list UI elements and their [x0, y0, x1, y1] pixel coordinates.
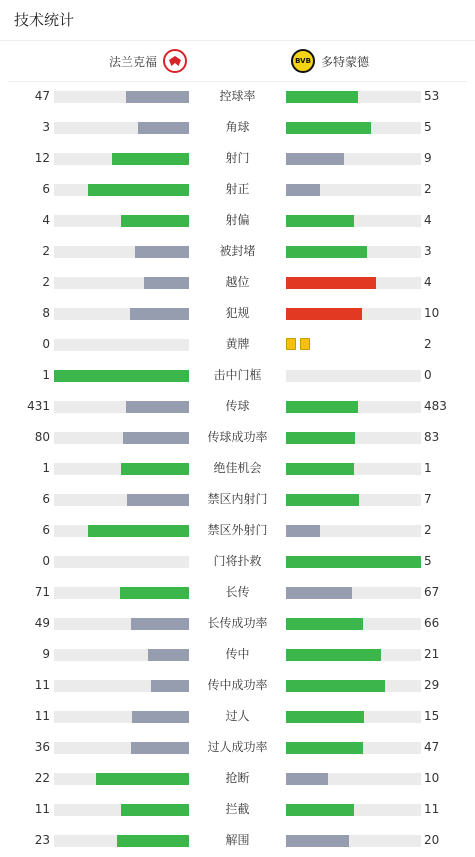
- stat-row: [0, 391, 475, 422]
- away-stat-value: 5: [424, 554, 432, 568]
- stat-row: [0, 825, 475, 856]
- away-stat-value: 10: [424, 771, 440, 785]
- home-stat-bar-fill: [121, 215, 189, 227]
- stat-row: [0, 577, 475, 608]
- teams-bar: [8, 41, 467, 82]
- stat-label: 射正: [225, 182, 250, 196]
- away-stat-bar-fill: [286, 463, 354, 475]
- away-stat-bar-fill: [286, 153, 344, 165]
- home-stat-bar-fill: [138, 122, 189, 134]
- away-stat-value: 2: [424, 523, 432, 537]
- home-stat-bar: [54, 525, 189, 537]
- home-stat-bar-fill: [130, 308, 189, 320]
- home-stat-bar: [54, 742, 189, 754]
- home-stat-value: 0: [42, 554, 50, 568]
- away-stat-bar-fill: [286, 91, 358, 103]
- home-stat-value: 80: [34, 430, 50, 444]
- home-stat-bar-fill: [112, 153, 189, 165]
- away-stat-bar-fill: [286, 680, 385, 692]
- home-stat-bar: [54, 215, 189, 227]
- home-stat-bar: [54, 308, 189, 320]
- home-stat-bar-fill: [132, 711, 189, 723]
- away-stat-bar: [286, 370, 421, 382]
- stat-row: [0, 236, 475, 267]
- home-stat-value: 11: [34, 802, 50, 816]
- home-stat-value: 3: [42, 120, 50, 134]
- stat-row: [0, 174, 475, 205]
- home-stat-value: 22: [34, 771, 50, 785]
- home-stat-value: 2: [42, 244, 50, 258]
- away-stat-bar: [286, 556, 421, 568]
- yellow-card-icon: [300, 338, 310, 350]
- stat-row: [0, 701, 475, 732]
- home-stat-bar: [54, 556, 189, 568]
- home-stat-bar-fill: [54, 370, 189, 382]
- away-stat-value: 83: [424, 430, 440, 444]
- stat-row: [0, 546, 475, 577]
- home-team[interactable]: [103, 41, 187, 81]
- home-stat-bar: [54, 649, 189, 661]
- stat-label: 长传成功率: [207, 616, 268, 630]
- stat-row: [0, 267, 475, 298]
- home-stat-value: 1: [42, 461, 50, 475]
- home-stat-bar: [54, 339, 189, 351]
- home-stat-bar: [54, 680, 189, 692]
- away-stat-bar: [286, 649, 421, 661]
- away-stat-bar: [286, 215, 421, 227]
- home-stat-value: 2: [42, 275, 50, 289]
- away-stat-value: 10: [424, 306, 440, 320]
- away-stat-bar: [286, 277, 421, 289]
- away-stat-bar-fill: [286, 246, 367, 258]
- away-stat-bar-fill: [286, 556, 421, 568]
- home-stat-bar-fill: [121, 804, 189, 816]
- home-stat-value: 11: [34, 678, 50, 692]
- away-stat-bar-fill: [286, 649, 381, 661]
- stat-label: 击中门框: [213, 368, 262, 382]
- home-stat-value: 47: [34, 89, 50, 103]
- away-stat-bar-fill: [286, 587, 352, 599]
- away-stat-value: 21: [424, 647, 440, 661]
- away-stat-value: 483: [424, 399, 447, 413]
- stat-label: 传中成功率: [207, 678, 268, 692]
- home-stat-value: 4: [42, 213, 50, 227]
- away-stat-value: 9: [424, 151, 432, 165]
- stats-list: [0, 81, 475, 856]
- home-stat-bar: [54, 432, 189, 444]
- stat-label: 被封堵: [219, 244, 256, 258]
- away-stat-bar: [286, 804, 421, 816]
- stat-row: [0, 608, 475, 639]
- stat-label: 黄牌: [225, 337, 250, 351]
- home-stat-bar-fill: [135, 246, 189, 258]
- home-stat-bar: [54, 587, 189, 599]
- home-stat-bar: [54, 463, 189, 475]
- stat-label: 门将扑救: [213, 554, 262, 568]
- home-stat-bar-fill: [131, 742, 189, 754]
- home-stat-bar: [54, 711, 189, 723]
- stat-row: [0, 484, 475, 515]
- stat-row: [0, 639, 475, 670]
- away-stat-bar: [286, 91, 421, 103]
- away-stat-value: 4: [424, 213, 432, 227]
- home-stat-bar-fill: [126, 401, 189, 413]
- home-stat-bar-fill: [127, 494, 189, 506]
- away-stat-value: 47: [424, 740, 440, 754]
- home-stat-bar: [54, 91, 189, 103]
- away-stat-value: 67: [424, 585, 440, 599]
- stat-label: 越位: [225, 275, 250, 289]
- home-stat-value: 49: [34, 616, 50, 630]
- home-stat-bar-fill: [131, 618, 189, 630]
- away-stat-bar: [286, 122, 421, 134]
- stat-row: [0, 794, 475, 825]
- away-stat-value: 3: [424, 244, 432, 258]
- home-stat-bar-fill: [123, 432, 189, 444]
- stat-label: 禁区内射门: [207, 492, 268, 506]
- away-stat-bar: [286, 494, 421, 506]
- home-stat-bar-fill: [120, 587, 189, 599]
- home-stat-value: 71: [34, 585, 50, 599]
- away-stat-bar: [286, 618, 421, 630]
- home-stat-value: 11: [34, 709, 50, 723]
- stat-row: [0, 360, 475, 391]
- away-stat-bar-fill: [286, 618, 363, 630]
- stat-row: [0, 81, 475, 112]
- away-stat-value: 11: [424, 802, 440, 816]
- home-stat-value: 9: [42, 647, 50, 661]
- home-stat-value: 431: [27, 399, 50, 413]
- stat-label: 禁区外射门: [207, 523, 268, 537]
- away-stat-bar-fill: [286, 804, 354, 816]
- home-stat-value: 6: [42, 182, 50, 196]
- away-stat-bar: [286, 463, 421, 475]
- home-stat-value: 6: [42, 523, 50, 537]
- stat-row: [0, 422, 475, 453]
- away-stat-value: 4: [424, 275, 432, 289]
- away-stat-value: 53: [424, 89, 440, 103]
- away-stat-value: 1: [424, 461, 432, 475]
- home-stat-bar-fill: [88, 525, 189, 537]
- away-stat-bar: [286, 401, 421, 413]
- home-stat-bar: [54, 618, 189, 630]
- away-stat-bar-fill: [286, 773, 328, 785]
- page-title: 技术统计: [0, 0, 475, 41]
- away-stat-value: 66: [424, 616, 440, 630]
- away-stat-bar: [286, 835, 421, 847]
- stat-row: [0, 298, 475, 329]
- stat-row: [0, 763, 475, 794]
- stat-row: [0, 205, 475, 236]
- away-stat-bar: [286, 742, 421, 754]
- home-stat-bar-fill: [88, 184, 189, 196]
- away-stat-value: 29: [424, 678, 440, 692]
- away-stat-bar-fill: [286, 277, 376, 289]
- stat-row: [0, 515, 475, 546]
- home-stat-bar-fill: [144, 277, 189, 289]
- home-stat-value: 0: [42, 337, 50, 351]
- stat-row: [0, 732, 475, 763]
- home-stat-bar: [54, 370, 189, 382]
- stat-label: 拦截: [225, 802, 250, 816]
- away-stat-bar-fill: [286, 184, 320, 196]
- away-stat-bar: [286, 246, 421, 258]
- away-stat-value: 15: [424, 709, 440, 723]
- stat-label: 解围: [225, 833, 250, 847]
- borussia-dortmund-logo-icon: BVB: [291, 49, 315, 73]
- away-stat-value: 2: [424, 337, 432, 351]
- stat-label: 过人: [225, 709, 250, 723]
- stat-label: 过人成功率: [207, 740, 268, 754]
- home-stat-bar-fill: [126, 91, 189, 103]
- away-stat-bar-fill: [286, 308, 362, 320]
- away-stat-bar-fill: [286, 742, 363, 754]
- stat-row: [0, 143, 475, 174]
- home-stat-value: 6: [42, 492, 50, 506]
- away-stat-bar-fill: [286, 401, 358, 413]
- stat-label: 控球率: [219, 89, 256, 103]
- away-stat-bar-fill: [286, 835, 349, 847]
- away-stat-value: 20: [424, 833, 440, 847]
- away-stat-value: 5: [424, 120, 432, 134]
- home-stat-bar-fill: [117, 835, 189, 847]
- away-stat-bar: [286, 308, 421, 320]
- home-team-name: 法兰克福: [108, 54, 157, 69]
- home-stat-bar: [54, 277, 189, 289]
- stat-label: 长传: [225, 585, 250, 599]
- home-stat-value: 1: [42, 368, 50, 382]
- stat-label: 犯规: [225, 306, 250, 320]
- home-stat-bar-fill: [148, 649, 189, 661]
- away-stat-bar: [286, 525, 421, 537]
- home-stat-value: 8: [42, 306, 50, 320]
- away-stat-value: 2: [424, 182, 432, 196]
- stat-label: 传中: [225, 647, 250, 661]
- home-stat-value: 12: [34, 151, 50, 165]
- away-stat-bar: [286, 432, 421, 444]
- away-stat-bar: [286, 153, 421, 165]
- away-stat-bar: [286, 680, 421, 692]
- eintracht-frankfurt-logo-icon: [163, 49, 187, 73]
- stat-row: [0, 670, 475, 701]
- away-stat-bar-fill: [286, 711, 364, 723]
- away-stat-value: 7: [424, 492, 432, 506]
- away-team[interactable]: [291, 41, 375, 81]
- stat-label: 射偏: [225, 213, 250, 227]
- home-stat-bar-fill: [121, 463, 189, 475]
- home-stat-bar-fill: [96, 773, 189, 785]
- home-stat-bar: [54, 401, 189, 413]
- away-stat-bar-fill: [286, 122, 371, 134]
- stat-row: [0, 453, 475, 484]
- home-stat-value: 36: [34, 740, 50, 754]
- away-stat-bar-fill: [286, 494, 359, 506]
- away-stat-bar-fill: [286, 215, 354, 227]
- away-stat-bar-fill: [286, 525, 320, 537]
- home-stat-bar: [54, 835, 189, 847]
- home-stat-bar-fill: [151, 680, 189, 692]
- yellow-card-icon: [286, 338, 296, 350]
- away-stat-bar: [286, 184, 421, 196]
- home-stat-value: 23: [34, 833, 50, 847]
- home-stat-bar: [54, 773, 189, 785]
- stat-label: 射门: [225, 151, 250, 165]
- away-team-name: 多特蒙德: [321, 54, 370, 69]
- away-stat-bar-fill: [286, 432, 355, 444]
- stat-row: [0, 329, 475, 360]
- away-stat-bar: [286, 587, 421, 599]
- home-stat-bar: [54, 494, 189, 506]
- home-stat-bar: [54, 122, 189, 134]
- stat-row: [0, 112, 475, 143]
- yellow-cards: [286, 338, 310, 350]
- stat-label: 传球: [225, 399, 250, 413]
- home-stat-bar: [54, 184, 189, 196]
- home-stat-bar: [54, 153, 189, 165]
- home-stat-bar: [54, 246, 189, 258]
- stat-label: 角球: [225, 120, 250, 134]
- home-stat-bar: [54, 804, 189, 816]
- stat-label: 传球成功率: [207, 430, 268, 444]
- stat-label: 抢断: [225, 771, 250, 785]
- away-stat-bar: [286, 773, 421, 785]
- stat-label: 绝佳机会: [213, 461, 262, 475]
- away-stat-bar: [286, 711, 421, 723]
- away-stat-value: 0: [424, 368, 432, 382]
